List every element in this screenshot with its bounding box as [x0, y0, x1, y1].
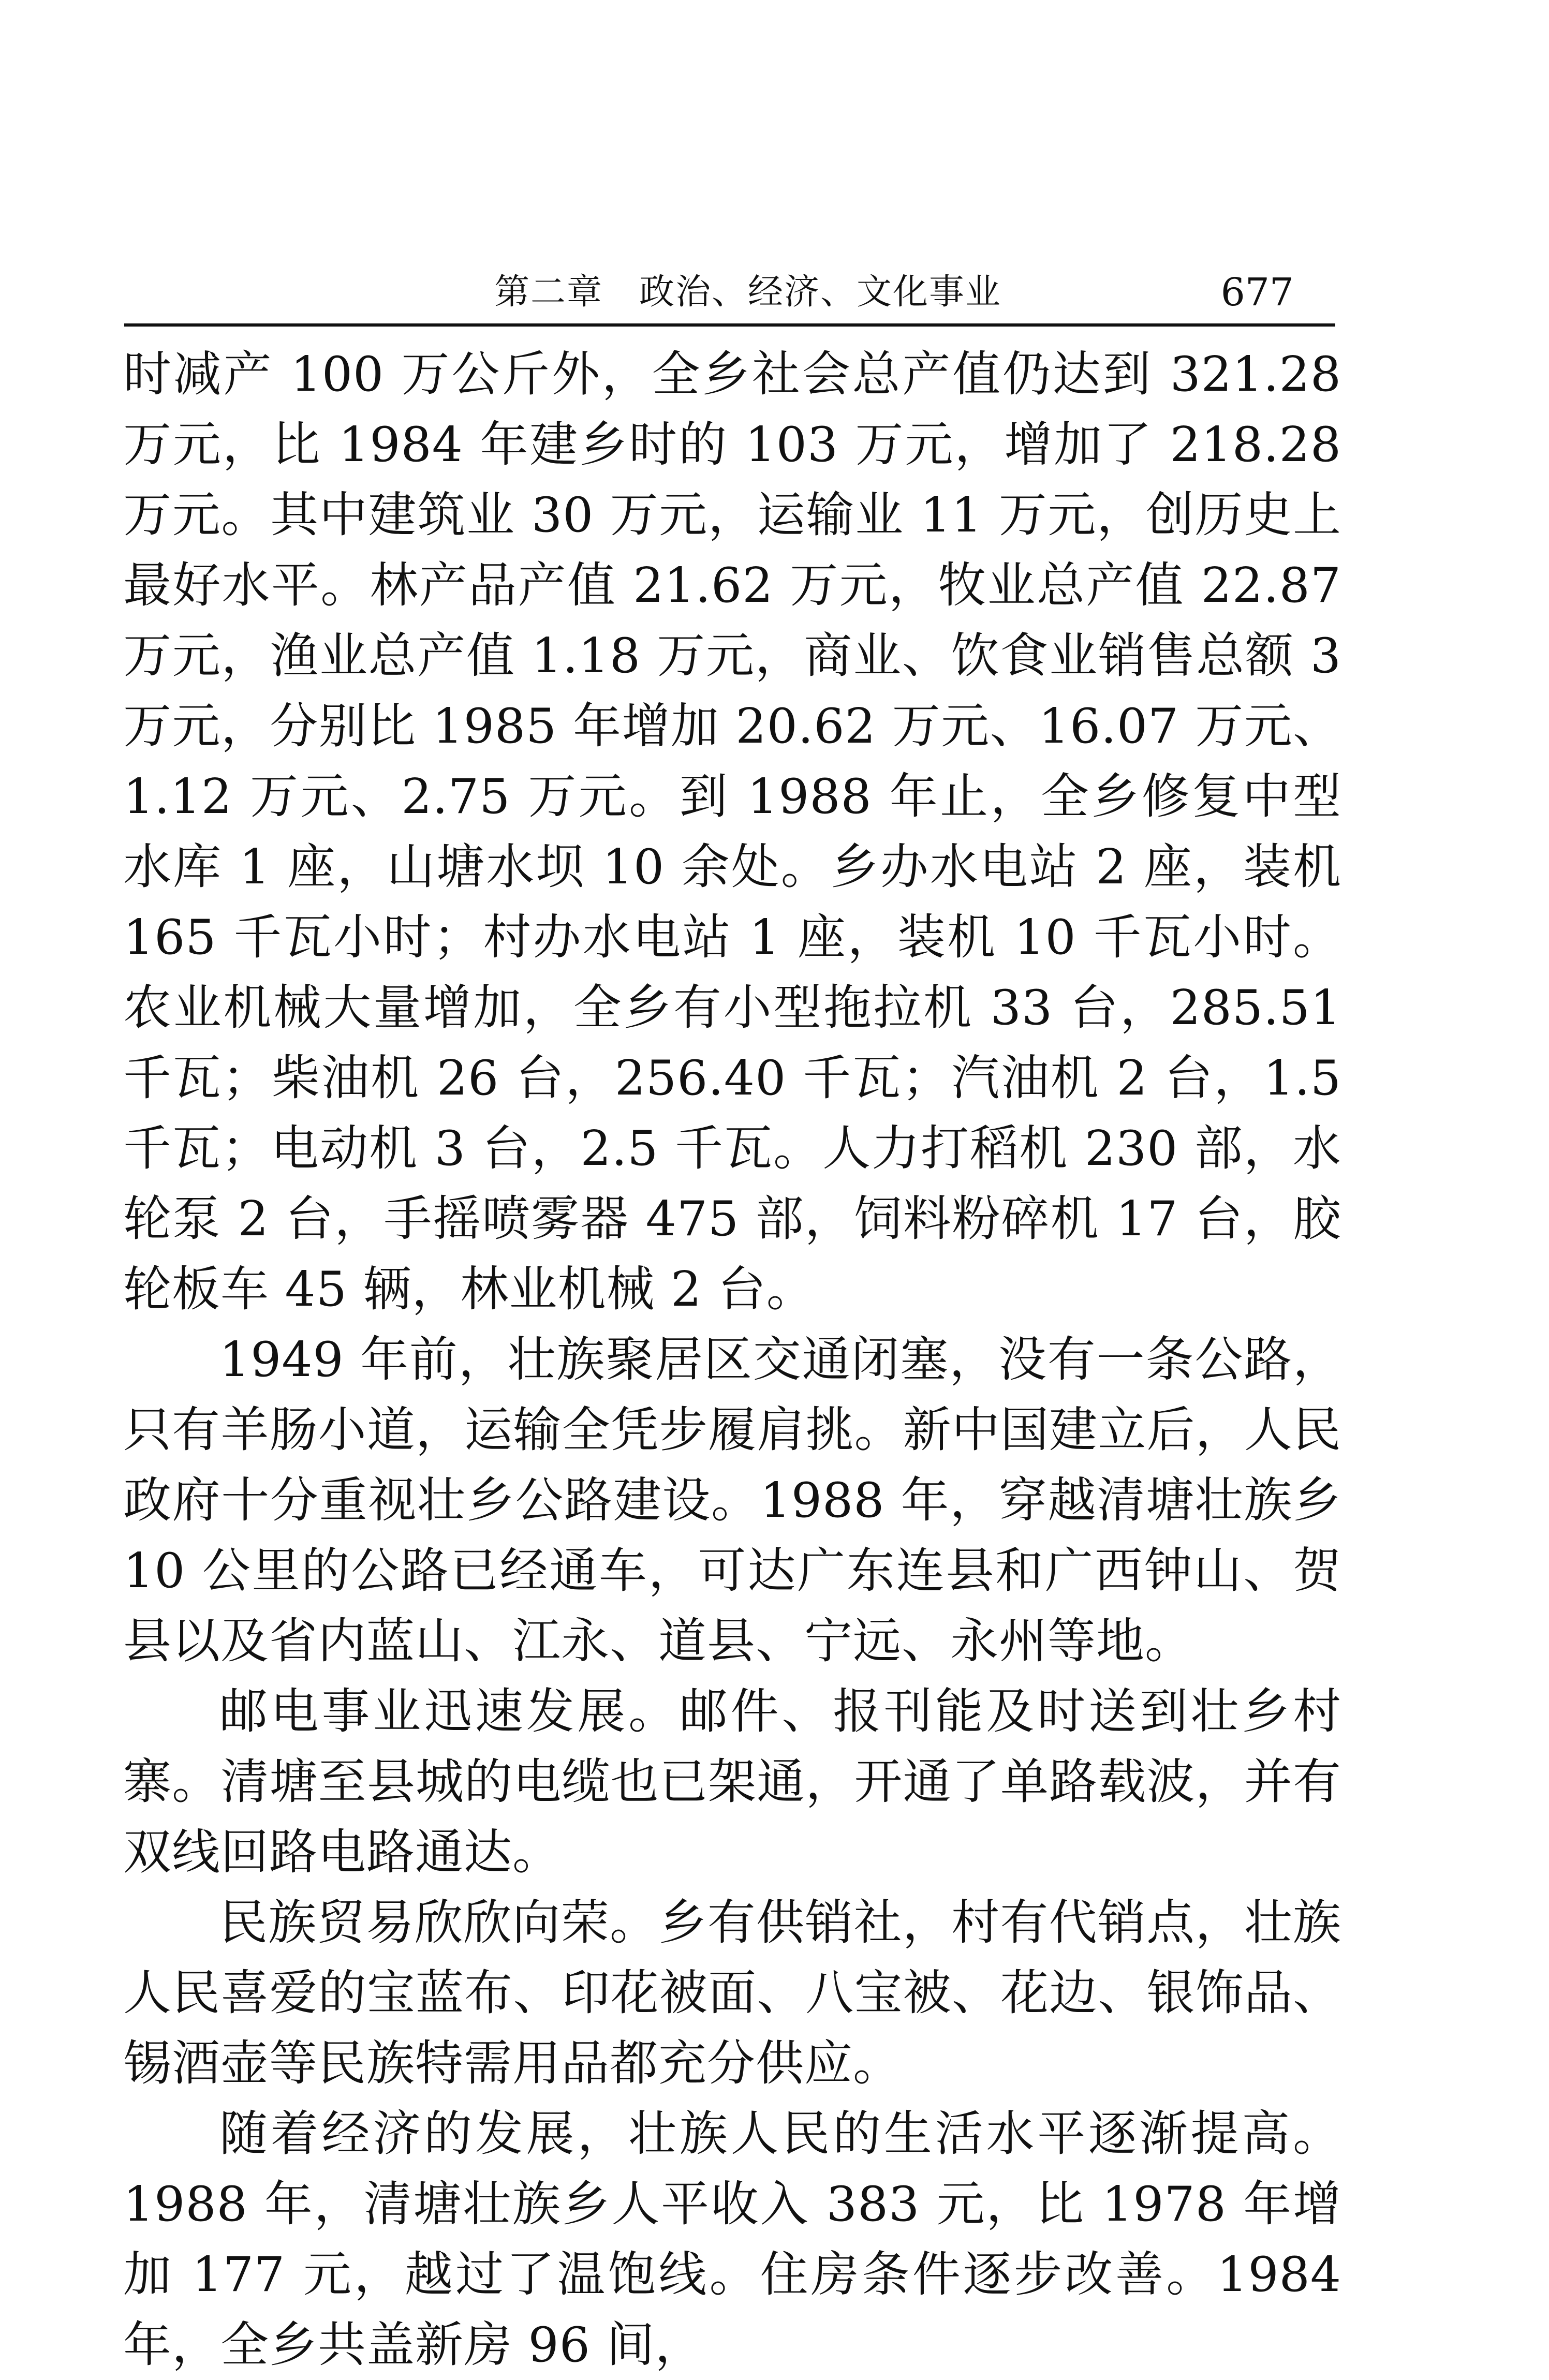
page-number: 677 — [1220, 270, 1294, 315]
chapter-title: 第二章 政治、经济、文化事业 — [494, 272, 1002, 313]
paragraph-continued: 时减产 100 万公斤外，全乡社会总产值仍达到 321.28 万元，比 1984 年建乡时的 103 万元，增加了 218.28 万元。其中建筑业 30 万元，运输业 11 万元，创历史上最好水平。林产品产值 21.62 万元，牧业总产值 22.87 万元，渔业总产值 1.18 万元，商业、饮食业销售总额 3 万元，分别比 1985 年增加 20.62 万元、16.07 万元、1.12 万元、2.75 万元。到 1988 年止，全乡修复中型水库 1 座，山塘水坝 10 余处。乡办水电站 2 座，装机 165 千瓦小时；村办水电站 1 座，装机 10 千瓦小时。农业机械大量增加，全乡有小型拖拉机 33 台，285.51 千瓦；柴油机 26 台，256.40 千瓦；汽油机 2 台，1.5 千瓦；电动机 3 台，2.5 千瓦。人力打稻机 230 部，水轮泵 2 台，手摇喷雾器 475 部，饲料粉碎机 17 台，胶轮板车 45 辆，林业机械 2 台。 — [123, 346, 1341, 1317]
paragraph-trade: 民族贸易欣欣向荣。乡有供销社，村有代销点，壮族人民喜爱的宝蓝布、印花被面、八宝被、花边、银饰品、锡酒壶等民族特需用品都充分供应。 — [123, 1895, 1341, 2091]
body-text — [123, 339, 1341, 2380]
running-header — [124, 267, 1335, 327]
paragraph-living-standard: 随着经济的发展，壮族人民的生活水平逐渐提高。1988 年，清塘壮族乡人平收入 383 元，比 1978 年增加 177 元，越过了温饱线。住房条件逐步改善。1984 年，全乡共盖新房 96 间， — [123, 2106, 1341, 2373]
paragraph-transport: 1949 年前，壮族聚居区交通闭塞，没有一条公路，只有羊肠小道，运输全凭步履肩挑。新中国建立后，人民政府十分重视壮乡公路建设。1988 年，穿越清塘壮族乡 10 公里的公路已经通车，可达广东连县和广西钟山、贺县以及省内蓝山、江永、道县、宁远、永州等地。 — [123, 1332, 1341, 1669]
paragraph-post-telecom: 邮电事业迅速发展。邮件、报刊能及时送到壮乡村寨。清塘至县城的电缆也已架通，开通了单路载波，并有双线回路电路通达。 — [123, 1683, 1341, 1880]
